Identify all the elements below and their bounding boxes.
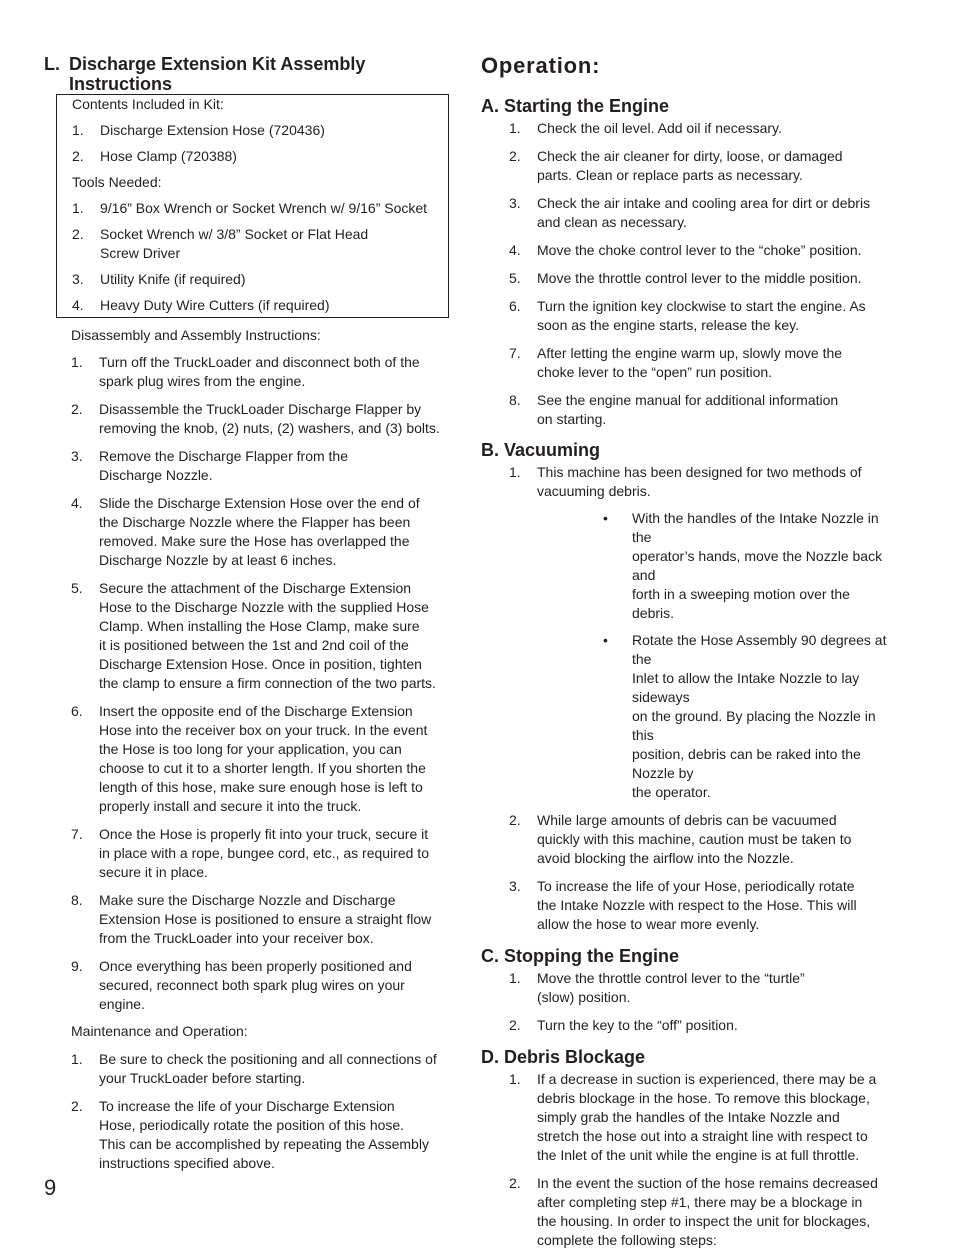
list-item: 1. 9/16” Box Wrench or Socket Wrench w/ 9/16” Socket <box>72 200 428 216</box>
list-item: 6. Insert the opposite end of the Discharge Extension Hose into the receiver box on your truck. In the event the Hose is too long for your application, you can choose to cut it to a shorter length. If you shorten the length of this hose, make sure enough hose is left to properly install and secure it into the truck. <box>71 703 428 814</box>
left-column <box>44 54 454 1173</box>
list-item: 2. Check the air cleaner for dirty, loose, or damaged parts. Clean or replace parts as necessary. <box>509 148 843 183</box>
list-item: 8. Make sure the Discharge Nozzle and Discharge Extension Hose is positioned to ensure a straight flow from the TruckLoader into your receiver box. <box>71 892 432 946</box>
maintenance-label: Maintenance and Operation: <box>71 1023 248 1039</box>
list-item: 1. Move the throttle control lever to the “turtle” (slow) position. <box>509 970 805 1005</box>
kit-contents-box <box>56 94 449 318</box>
maintenance-list <box>56 1050 454 1173</box>
list-item: 3. Check the air intake and cooling area for dirt or debris and clean as necessary. <box>509 195 871 230</box>
list-item: 3. Remove the Discharge Flapper from the Discharge Nozzle. <box>71 448 348 483</box>
section-heading: A. Starting the Engine <box>481 96 670 116</box>
list-item: 2. To increase the life of your Discharge Extension Hose, periodically rotate the position of this hose. This can be accomplished by repeating the Assembly instructions specified above. <box>71 1098 429 1171</box>
list-item: 7. Once the Hose is properly fit into your truck, secure it in place with a rope, bungee cord, etc., as required to secure it in place. <box>71 826 429 880</box>
contents-list <box>57 121 448 166</box>
list-item: 4. Move the choke control lever to the “choke” position. <box>509 242 862 258</box>
bullet-item: • With the handles of the Intake Nozzle in the operator’s hands, move the Nozzle back and forth in a sweeping motion over the debris. <box>603 510 883 621</box>
list-item: 8. See the engine manual for additional information on starting. <box>509 392 839 427</box>
list-item: 1. Be sure to check the positioning and all connections of your TruckLoader before starting. <box>71 1051 437 1086</box>
bullet-list <box>509 509 891 802</box>
list-item: 2. Hose Clamp (720388) <box>72 148 237 164</box>
list-item: 2. In the event the suction of the hose remains decreased after completing step #1, there may be a blockage in the housing. In order to inspect the unit for blockages, complete the following steps: <box>509 1175 878 1248</box>
section-heading: D. Debris Blockage <box>481 1047 646 1067</box>
tools-label: Tools Needed: <box>72 174 162 190</box>
list-item: 1. This machine has been designed for two methods of vacuuming debris. <box>509 464 862 499</box>
right-column <box>481 54 891 1250</box>
assembly-label: Disassembly and Assembly Instructions: <box>71 327 321 343</box>
list-item: 3. Utility Knife (if required) <box>72 271 246 287</box>
list-item: 4. Heavy Duty Wire Cutters (if required) <box>72 297 330 313</box>
list-item: 1. Turn off the TruckLoader and disconnect both of the spark plug wires from the engine. <box>71 354 420 389</box>
section-list <box>481 1070 891 1250</box>
bullet-wrapper <box>481 509 891 802</box>
assembly-list <box>56 353 454 1014</box>
operation-sections <box>481 96 891 1250</box>
bullet-item: • Rotate the Hose Assembly 90 degrees at the Inlet to allow the Intake Nozzle to lay sideways on the ground. By placing the Nozzle in this position, debris can be raked into the Nozzle by the operator. <box>603 632 887 800</box>
list-item: 1. Discharge Extension Hose (720436) <box>72 122 325 138</box>
list-item: 7. After letting the engine warm up, slowly move the choke lever to the “open” run position. <box>509 345 843 380</box>
list-item: 2. While large amounts of debris can be vacuumed quickly with this machine, caution must be taken to avoid blocking the airflow into the Nozzle. <box>509 812 852 866</box>
list-item: 6. Turn the ignition key clockwise to start the engine. As soon as the engine starts, release the key. <box>509 298 866 333</box>
operation-title: Operation: <box>481 53 601 78</box>
list-item: 4. Slide the Discharge Extension Hose over the end of the Discharge Nozzle where the Flapper has been removed. Make sure the Hose has overlapped the Discharge Nozzle by at least 6 inches. <box>71 495 420 568</box>
list-item: 1. If a decrease in suction is experienced, there may be a debris blockage in the hose. To remove this blockage, simply grab the handles of the Intake Nozzle and stretch the hose out into a straight line with respect to the Inlet of the unit while the engine is at full throttle. <box>509 1071 877 1163</box>
list-item: 9. Once everything has been properly positioned and secured, reconnect both spark plug wires on your engine. <box>71 958 412 1012</box>
section-heading: C. Stopping the Engine <box>481 946 679 966</box>
list-item: 2. Disassemble the TruckLoader Discharge Flapper by removing the knob, (2) nuts, (2) washers, and (3) bolts. <box>71 401 440 436</box>
section-list <box>481 969 891 1035</box>
list-item: 5. Secure the attachment of the Discharge Extension Hose to the Discharge Nozzle with the supplied Hose Clamp. When installing the Hose Clamp, make sure it is positioned between the 1st and 2nd coil of the Discharge Extension Hose. Once in position, tighten the clamp to ensure a firm connection of the two parts. <box>71 580 436 691</box>
section-heading: B. Vacuuming <box>481 440 601 460</box>
tools-list <box>57 199 448 315</box>
section-heading-l: L. Discharge Extension Kit Assembly Instructions <box>44 54 366 94</box>
list-item: 3. To increase the life of your Hose, periodically rotate the Intake Nozzle with respect to the Hose. This will allow the hose to wear more evenly. <box>509 878 857 932</box>
section-list <box>481 463 891 934</box>
section-list <box>481 119 891 429</box>
list-item: 1. Check the oil level. Add oil if necessary. <box>509 120 782 136</box>
page-number: 9 <box>44 1175 57 1200</box>
list-item: 2. Turn the key to the “off” position. <box>509 1017 738 1033</box>
list-item: 2. Socket Wrench w/ 3/8” Socket or Flat Head Screw Driver <box>72 226 369 261</box>
list-item: 5. Move the throttle control lever to the middle position. <box>509 270 862 286</box>
contents-label: Contents Included in Kit: <box>72 96 224 112</box>
